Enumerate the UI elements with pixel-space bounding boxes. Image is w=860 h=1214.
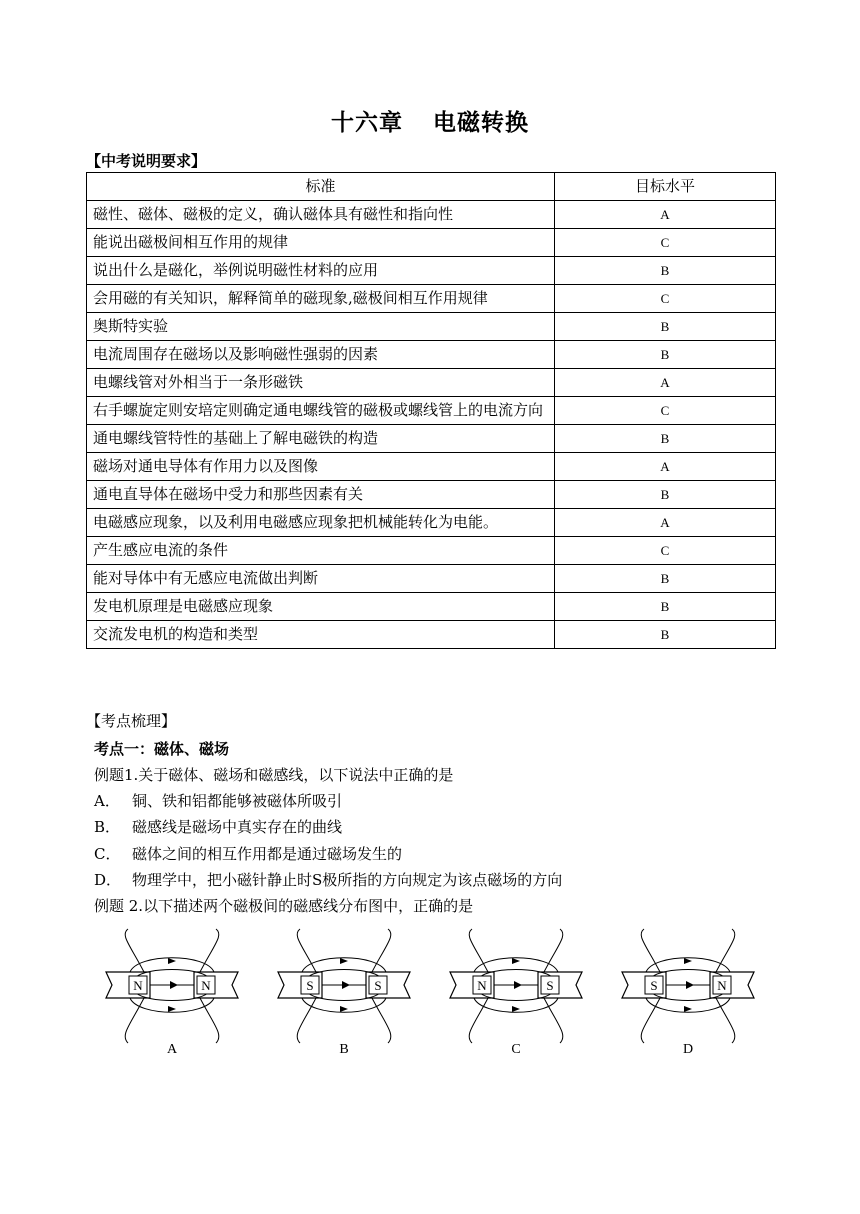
field-line [125, 998, 144, 1043]
standard-cell: 通电螺线管特性的基础上了解电磁铁的构造 [87, 425, 555, 453]
level-cell: B [555, 257, 776, 285]
field-line [469, 929, 488, 972]
field-figure [106, 929, 238, 1057]
field-figure [622, 929, 754, 1057]
standard-cell: 电流周围存在磁场以及影响磁性强弱的因素 [87, 341, 555, 369]
example1-stem: 例题1.关于磁体、磁场和磁感线，以下说法中正确的是 [94, 766, 454, 784]
example2-stem: 例题 2.以下描述两个磁极间的磁感线分布图中，正确的是 [94, 897, 474, 915]
field-arrow [342, 981, 350, 989]
table-header-row [87, 173, 776, 201]
header-standard: 标准 [87, 173, 555, 201]
field-line [641, 998, 660, 1043]
table-row [87, 453, 776, 481]
level-cell: B [555, 313, 776, 341]
standard-cell: 能对导体中有无感应电流做出判断 [87, 565, 555, 593]
field-line [544, 998, 563, 1043]
level-cell: C [555, 285, 776, 313]
option-text: 铜、铁和铝都能够被磁体所吸引 [132, 792, 343, 810]
figure-caption: C [511, 1042, 521, 1057]
chapter-title [0, 104, 860, 137]
standard-cell: 磁场对通电导体有作用力以及图像 [87, 453, 555, 481]
field-arrow [686, 981, 694, 989]
table-row [87, 565, 776, 593]
field-line [716, 998, 735, 1043]
field-arrow [514, 981, 522, 989]
field-line [716, 929, 735, 972]
option-label: B． [94, 818, 121, 836]
example1-option-d [94, 868, 562, 892]
table-row [87, 621, 776, 649]
level-cell: A [555, 201, 776, 229]
field-line [641, 929, 660, 972]
field-line [297, 929, 316, 972]
field-line [297, 998, 316, 1043]
left-pole-label: S [650, 978, 658, 993]
level-cell: A [555, 453, 776, 481]
field-arrow [684, 958, 692, 964]
option-text: 磁体之间的相互作用都是通过磁场发生的 [132, 845, 403, 863]
level-cell: B [555, 593, 776, 621]
table-row [87, 537, 776, 565]
figure-caption: D [682, 1042, 694, 1057]
chapter-number: 十六章 [331, 110, 403, 136]
level-cell: B [555, 425, 776, 453]
table-row [87, 285, 776, 313]
field-arrow [168, 958, 176, 964]
field-line [125, 929, 144, 972]
standard-cell: 会用磁的有关知识，解释简单的磁现象,磁极间相互作用规律 [87, 285, 555, 313]
field-arrow [512, 958, 520, 964]
standard-cell: 说出什么是磁化，举例说明磁性材料的应用 [87, 257, 555, 285]
field-line [372, 929, 391, 972]
standard-cell: 磁性、磁体、磁极的定义，确认磁体具有磁性和指向性 [87, 201, 555, 229]
standard-cell: 能说出磁极间相互作用的规律 [87, 229, 555, 257]
example1-option-b [94, 815, 342, 839]
level-cell: B [555, 481, 776, 509]
level-cell: C [555, 229, 776, 257]
field-line [372, 998, 391, 1043]
right-pole-label: N [201, 978, 211, 993]
standard-cell: 发电机原理是电磁感应现象 [87, 593, 555, 621]
header-level: 目标水平 [555, 173, 776, 201]
table-row [87, 593, 776, 621]
field-arrow [168, 1006, 176, 1012]
field-line [200, 929, 219, 972]
figure-caption: A [166, 1042, 178, 1057]
level-cell: A [555, 509, 776, 537]
field-arrow [340, 1006, 348, 1012]
requirements-table [86, 172, 776, 649]
right-pole-label: S [546, 978, 554, 993]
option-label: C． [94, 845, 121, 863]
left-pole-label: S [306, 978, 314, 993]
table-row [87, 201, 776, 229]
chapter-name: 电磁转换 [433, 110, 529, 136]
example1-option-a [94, 789, 342, 813]
right-pole-label: N [717, 978, 727, 993]
option-text: 磁感线是磁场中真实存在的曲线 [132, 818, 343, 836]
option-label: A． [94, 792, 120, 810]
level-cell: A [555, 369, 776, 397]
requirements-heading: 【中考说明要求】 [86, 152, 207, 170]
standard-cell: 通电直导体在磁场中受力和那些因素有关 [87, 481, 555, 509]
field-line [200, 998, 219, 1043]
field-arrow [170, 981, 178, 989]
field-arrow [684, 1006, 692, 1012]
standard-cell: 电磁感应现象，以及利用电磁感应现象把机械能转化为电能。 [87, 509, 555, 537]
right-pole-label: S [374, 978, 382, 993]
standard-cell: 电螺线管对外相当于一条形磁铁 [87, 369, 555, 397]
table-row [87, 341, 776, 369]
field-line [469, 998, 488, 1043]
field-arrow [512, 1006, 520, 1012]
field-figure [278, 929, 410, 1057]
level-cell: B [555, 565, 776, 593]
table-row [87, 425, 776, 453]
left-pole-label: N [133, 978, 143, 993]
level-cell: B [555, 621, 776, 649]
table-row [87, 369, 776, 397]
example1-option-c [94, 842, 402, 866]
point1-heading: 考点一：磁体、磁场 [94, 740, 230, 758]
level-cell: C [555, 397, 776, 425]
standard-cell: 右手螺旋定则安培定则确定通电螺线管的磁极或螺线管上的电流方向 [87, 397, 555, 425]
points-heading: 【考点梳理】 [86, 712, 177, 730]
left-pole-label: N [477, 978, 487, 993]
figure-caption: B [339, 1042, 349, 1057]
table-row [87, 509, 776, 537]
table-row [87, 397, 776, 425]
table-row [87, 257, 776, 285]
field-line [544, 929, 563, 972]
table-row [87, 313, 776, 341]
field-arrow [340, 958, 348, 964]
option-text: 物理学中，把小磁针静止时S极所指的方向规定为该点磁场的方向 [132, 871, 563, 889]
level-cell: B [555, 341, 776, 369]
level-cell: C [555, 537, 776, 565]
standard-cell: 奥斯特实验 [87, 313, 555, 341]
standard-cell: 产生感应电流的条件 [87, 537, 555, 565]
table-row [87, 481, 776, 509]
option-label: D． [94, 871, 122, 889]
standard-cell: 交流发电机的构造和类型 [87, 621, 555, 649]
magnetic-field-diagrams [100, 925, 780, 1065]
field-figure [450, 929, 582, 1057]
table-row [87, 229, 776, 257]
